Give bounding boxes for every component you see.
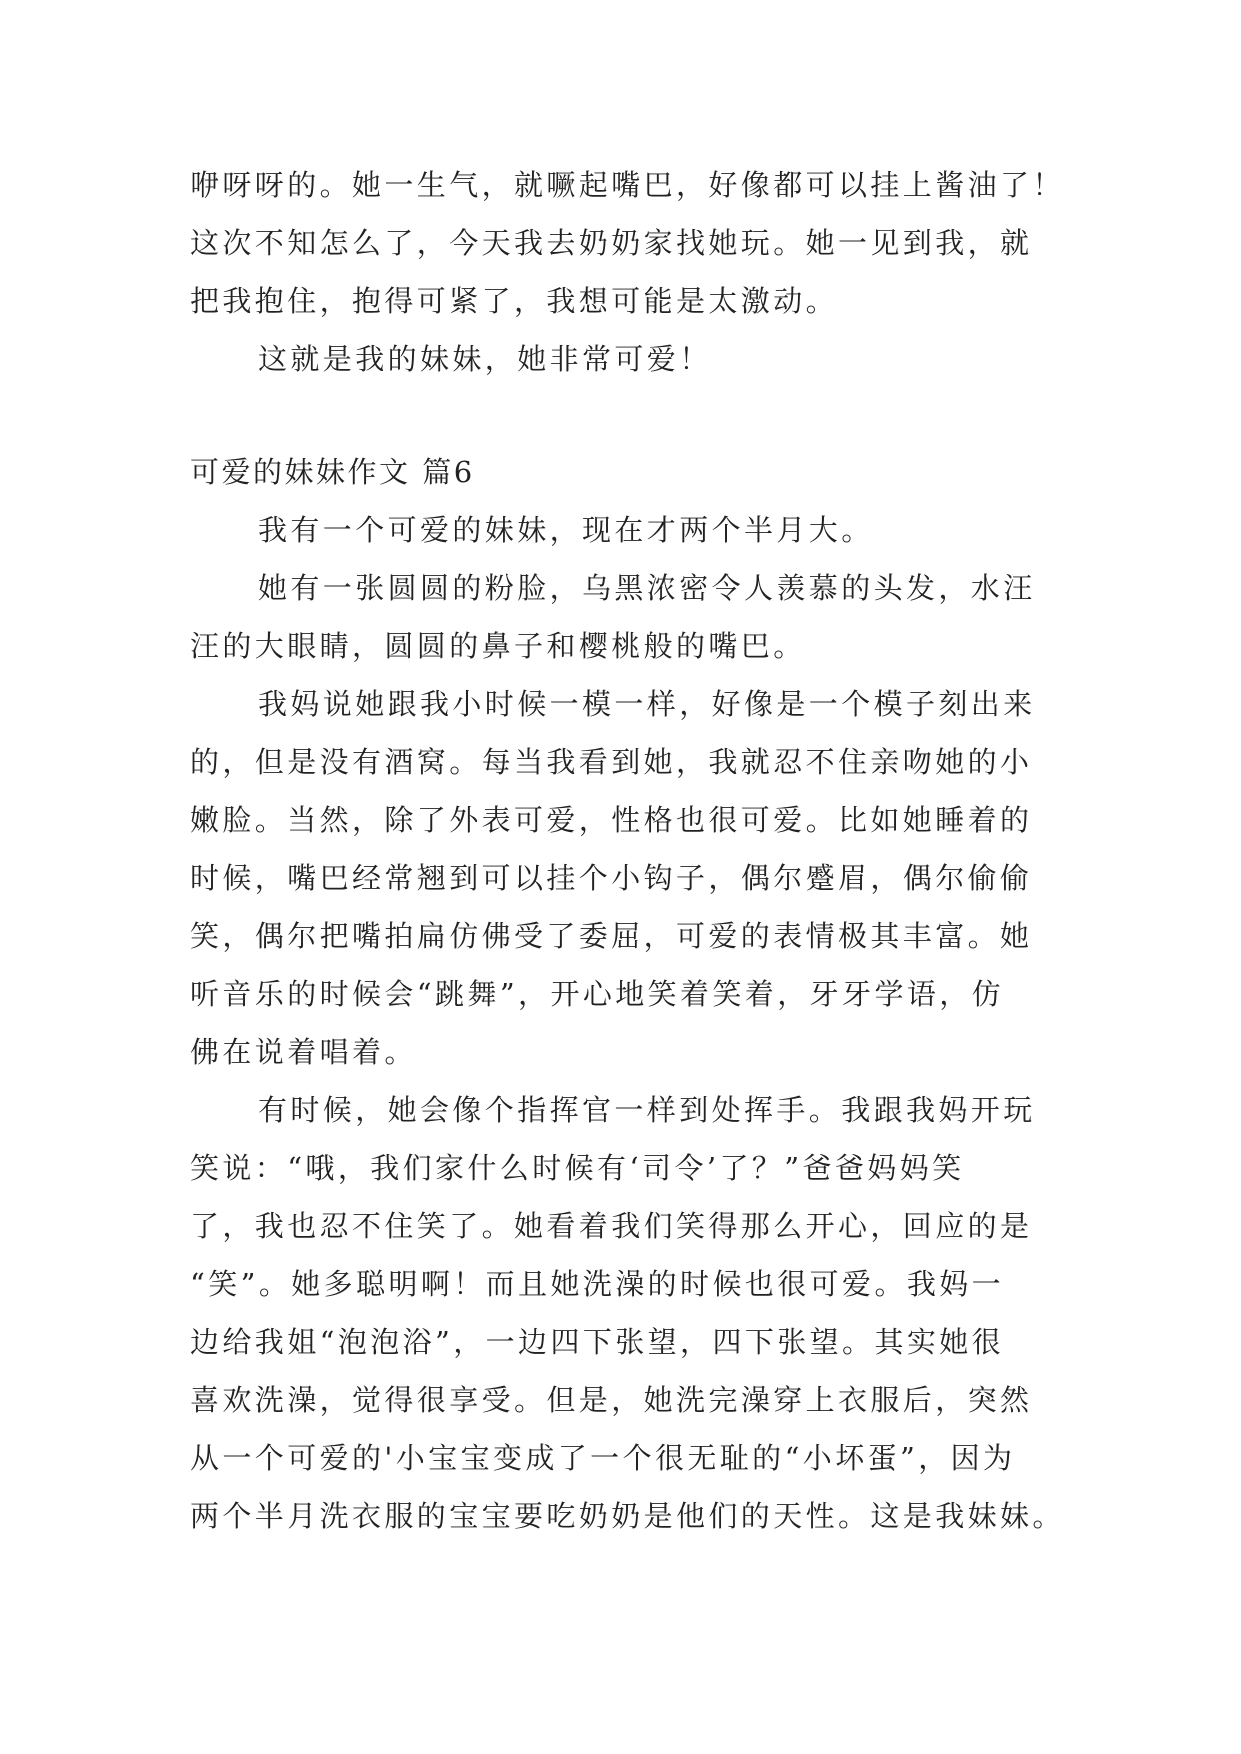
paragraph-4-line: 有时候，她会像个指挥官一样到处挥手。我跟我妈开玩 [258,1093,1036,1127]
paragraph-1: 我有一个可爱的妹妹，现在才两个半月大。 [258,513,874,547]
section-heading: 可爱的妹妹作文 篇6 [190,455,475,489]
closing-line: 这就是我的妹妹，她非常可爱！ [258,342,712,376]
paragraph-3-line: 时候，嘴巴经常翘到可以挂个小钩子，偶尔蹙眉，偶尔偷偷 [190,861,1033,895]
paragraph-4-line: 两个半月洗衣服的宝宝要吃奶奶是他们的天性。这是我妹妹。 [190,1499,1065,1533]
paragraph-4-line: 从一个可爱的'小宝宝变成了一个很无耻的“小坏蛋”，因为 [190,1441,1016,1475]
text-line: 咿呀呀的。她一生气，就噘起嘴巴，好像都可以挂上酱油了！ [190,168,1065,202]
text-line: 把我抱住，抱得可紧了，我想可能是太激动。 [190,284,839,318]
paragraph-2-line: 她有一张圆圆的粉脸，乌黑浓密令人羡慕的头发，水汪 [258,571,1036,605]
previous-essay-ending [190,156,1065,388]
paragraph-3-line: 佛在说着唱着。 [190,1035,417,1069]
paragraph-3-line: 笑，偶尔把嘴拍扁仿佛受了委屈，可爱的表情极其丰富。她 [190,919,1033,953]
paragraph-3-line: 我妈说她跟我小时候一模一样，好像是一个模子刻出来 [258,687,1036,721]
paragraph-4-line: 边给我姐“泡泡浴”，一边四下张望，四下张望。其实她很 [190,1325,1005,1359]
essay-body [190,501,1065,1545]
paragraph-4-line: “笑”。她多聪明啊！而且她洗澡的时候也很可爱。我妈一 [190,1267,1005,1301]
text-line: 这次不知怎么了，今天我去奶奶家找她玩。她一见到我，就 [190,226,1033,260]
paragraph-4-line: 笑说：“哦，我们家什么时候有‘司令’了？”爸爸妈妈笑 [190,1151,965,1185]
paragraph-2-line: 汪的大眼睛，圆圆的鼻子和樱桃般的嘴巴。 [190,629,806,663]
paragraph-4-line: 喜欢洗澡，觉得很享受。但是，她洗完澡穿上衣服后，突然 [190,1383,1033,1417]
paragraph-3-line: 的，但是没有酒窝。每当我看到她，我就忍不住亲吻她的小 [190,745,1033,779]
paragraph-3-line: 听音乐的时候会“跳舞”，开心地笑着笑着，牙牙学语，仿 [190,977,1005,1011]
paragraph-4-line: 了，我也忍不住笑了。她看着我们笑得那么开心，回应的是 [190,1209,1033,1243]
paragraph-3-line: 嫩脸。当然，除了外表可爱，性格也很可爱。比如她睡着的 [190,803,1033,837]
